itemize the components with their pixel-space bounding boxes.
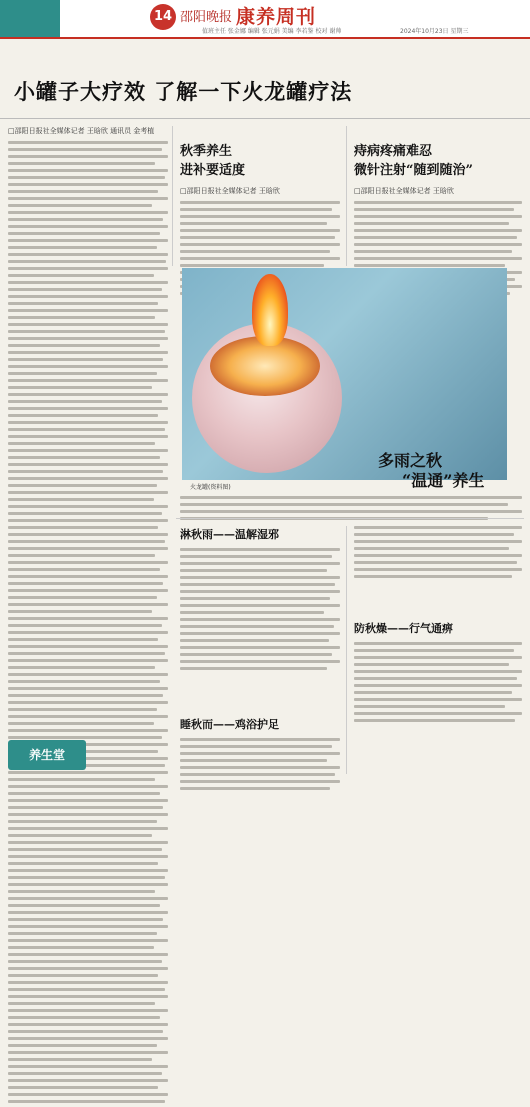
autumn-title-2: 进补要适度 — [180, 163, 246, 178]
warm-title-2: “温通”养生 — [402, 471, 485, 490]
footer-badge: 养生堂 — [8, 740, 86, 770]
editor-line: 值班主任 张金娜 编辑 张元娟 美编 李若鉴 校对 谢帅 — [202, 28, 342, 35]
paper-name: 邵阳晚报 — [180, 10, 233, 25]
masthead-rule — [0, 37, 530, 39]
column-divider — [346, 126, 347, 266]
page-number: 14 — [150, 4, 176, 30]
lower-right-text — [354, 526, 522, 582]
left-byline: □邵阳日报社全媒体记者 王晗欣 通讯员 金考植 — [8, 127, 155, 135]
flame-image — [252, 274, 288, 346]
diet-section — [180, 526, 340, 674]
warm-title: 多雨之秋 — [378, 451, 443, 470]
page-number-tab — [0, 0, 60, 38]
dry-section — [354, 620, 522, 726]
pain-title-2: 微针注射“随到随治” — [354, 163, 473, 178]
page-headline: 小罐子大疗效 了解一下火龙罐疗法 — [14, 80, 353, 104]
warm-intro — [180, 496, 522, 524]
column-title: 康养周刊 — [236, 6, 317, 28]
issue-date: 2024年10月23日 星期三 — [400, 28, 469, 35]
diet-title: 淋秋雨——温解湿邪 — [180, 528, 279, 541]
fire-dragon-jar-photo — [182, 268, 507, 480]
column-divider — [172, 126, 173, 266]
section-divider — [176, 518, 524, 519]
left-column — [8, 126, 168, 1107]
column-divider — [346, 526, 347, 774]
autumn-byline: □邵阳日报社全媒体记者 王晗欣 — [180, 187, 280, 195]
sleep-title: 睡秋而——鸡浴护足 — [180, 718, 279, 731]
pain-title: 痔病疼痛难忍 — [354, 144, 433, 159]
masthead — [0, 0, 530, 38]
sleep-section — [180, 716, 340, 794]
autumn-title: 秋季养生 — [180, 144, 233, 159]
photo-caption: 火龙罐(资料图) — [190, 484, 231, 491]
dry-title: 防秋燥——行气通痹 — [354, 622, 453, 635]
pain-byline: □邵阳日报社全媒体记者 王晗欣 — [354, 187, 454, 195]
headline-rule — [0, 118, 530, 119]
